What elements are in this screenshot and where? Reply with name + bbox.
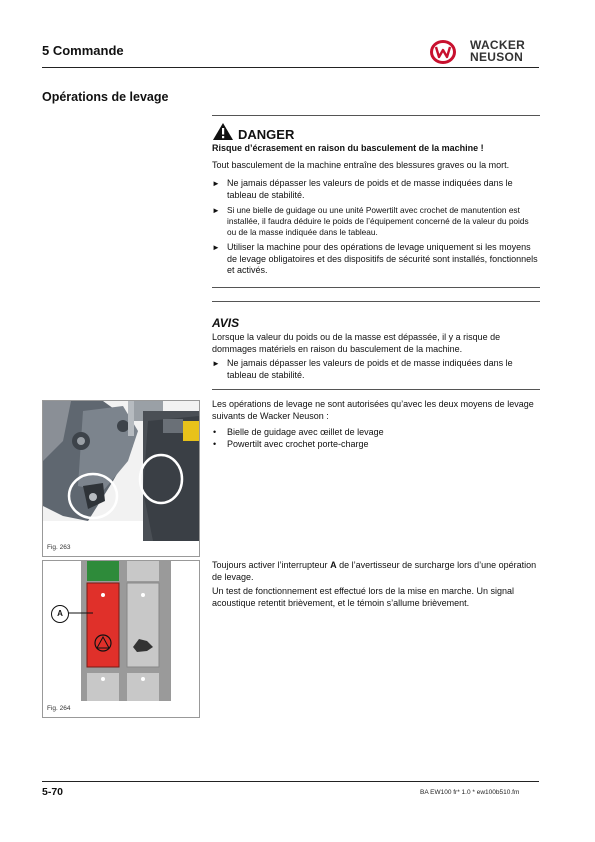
danger-risk: Risque d’écrasement en raison du basculement de la machine ! xyxy=(212,143,484,153)
danger-consequence: Tout basculement de la machine entraîne des blessures graves ou la mort. xyxy=(212,160,510,170)
document-reference: BA EW100 fr* 1.0 * ew100b510.fm xyxy=(420,789,520,796)
logo-text xyxy=(470,39,525,63)
arrow-right-icon: ► xyxy=(212,359,220,368)
footer-rule xyxy=(42,781,539,782)
list-item: ► Si une bielle de guidage ou une unité Powertilt avec crochet de manutention est installée, il faudra déduire le poids de l’équipement concerné de la valeur du poids ou de la masse indiquée dans le tableau. xyxy=(212,205,529,237)
danger-bottom-rule xyxy=(212,287,540,288)
logo-emblem-icon xyxy=(428,38,468,66)
danger-title: DANGER xyxy=(238,127,295,142)
avis-text: Lorsque la valeur du poids ou de la masse est dépassée, il y a risque de dommages matériels en raison du basculement de la machine. xyxy=(212,332,501,354)
figure-264 xyxy=(42,560,200,718)
avis-top-rule xyxy=(212,301,540,302)
danger-list xyxy=(212,178,540,281)
switch-test-text: Un test de fonctionnement est effectué lors de la mise en marche. Un signal acoustique retentit brièvement, et le témoin s’allume brièvement. xyxy=(212,586,514,608)
list-item: • Bielle de guidage avec œillet de levage xyxy=(213,427,384,437)
list-item: ► Ne jamais dépasser les valeurs de poids et de masse indiquées dans le tableau de stabilité. xyxy=(212,358,513,380)
arrow-right-icon: ► xyxy=(212,206,220,215)
figure-264-label: Fig. 264 xyxy=(47,705,71,712)
lifting-eye-photo xyxy=(43,401,199,541)
list-item: ► Utiliser la machine pour des opérations de levage uniquement si les moyens de levage obligatoires et des dispositifs de sécurité sont installés, fonctionnels et activés. xyxy=(212,242,538,275)
figure-263 xyxy=(42,400,200,557)
list-item: • Powertilt avec crochet porte-charge xyxy=(213,439,369,449)
figure-263-label: Fig. 263 xyxy=(47,544,71,551)
avis-title: AVIS xyxy=(212,316,240,330)
lifting-list xyxy=(212,426,540,450)
logo-line-1: WACKER xyxy=(470,38,526,52)
chapter-title: 5 Commande xyxy=(42,43,124,58)
avis-bottom-rule xyxy=(212,389,540,390)
arrow-right-icon: ► xyxy=(212,243,220,252)
section-title: Opérations de levage xyxy=(42,90,169,104)
bullet-dot-icon: • xyxy=(213,439,217,449)
danger-top-rule xyxy=(212,115,540,116)
arrow-right-icon: ► xyxy=(212,179,220,188)
switch-instruction: Toujours activer l’interrupteur A de l’avertisseur de surcharge lors d’une opération de levage. xyxy=(212,560,537,582)
bullet-dot-icon: • xyxy=(213,427,217,437)
lifting-intro: Les opérations de levage ne sont autorisées qu’avec les deux moyens de levage suivants de Wacker Neuson : xyxy=(212,399,534,421)
logo-line-2: NEUSON xyxy=(470,50,524,64)
header-rule xyxy=(42,67,539,68)
switch-panel-photo xyxy=(43,561,199,701)
callout-a: A xyxy=(51,605,69,623)
page-number: 5-70 xyxy=(42,786,64,798)
list-item: ► Ne jamais dépasser les valeurs de poids et de masse indiquées dans le tableau de stabilité. xyxy=(212,178,513,200)
avis-list xyxy=(212,358,540,385)
warning-triangle-icon xyxy=(212,122,234,141)
